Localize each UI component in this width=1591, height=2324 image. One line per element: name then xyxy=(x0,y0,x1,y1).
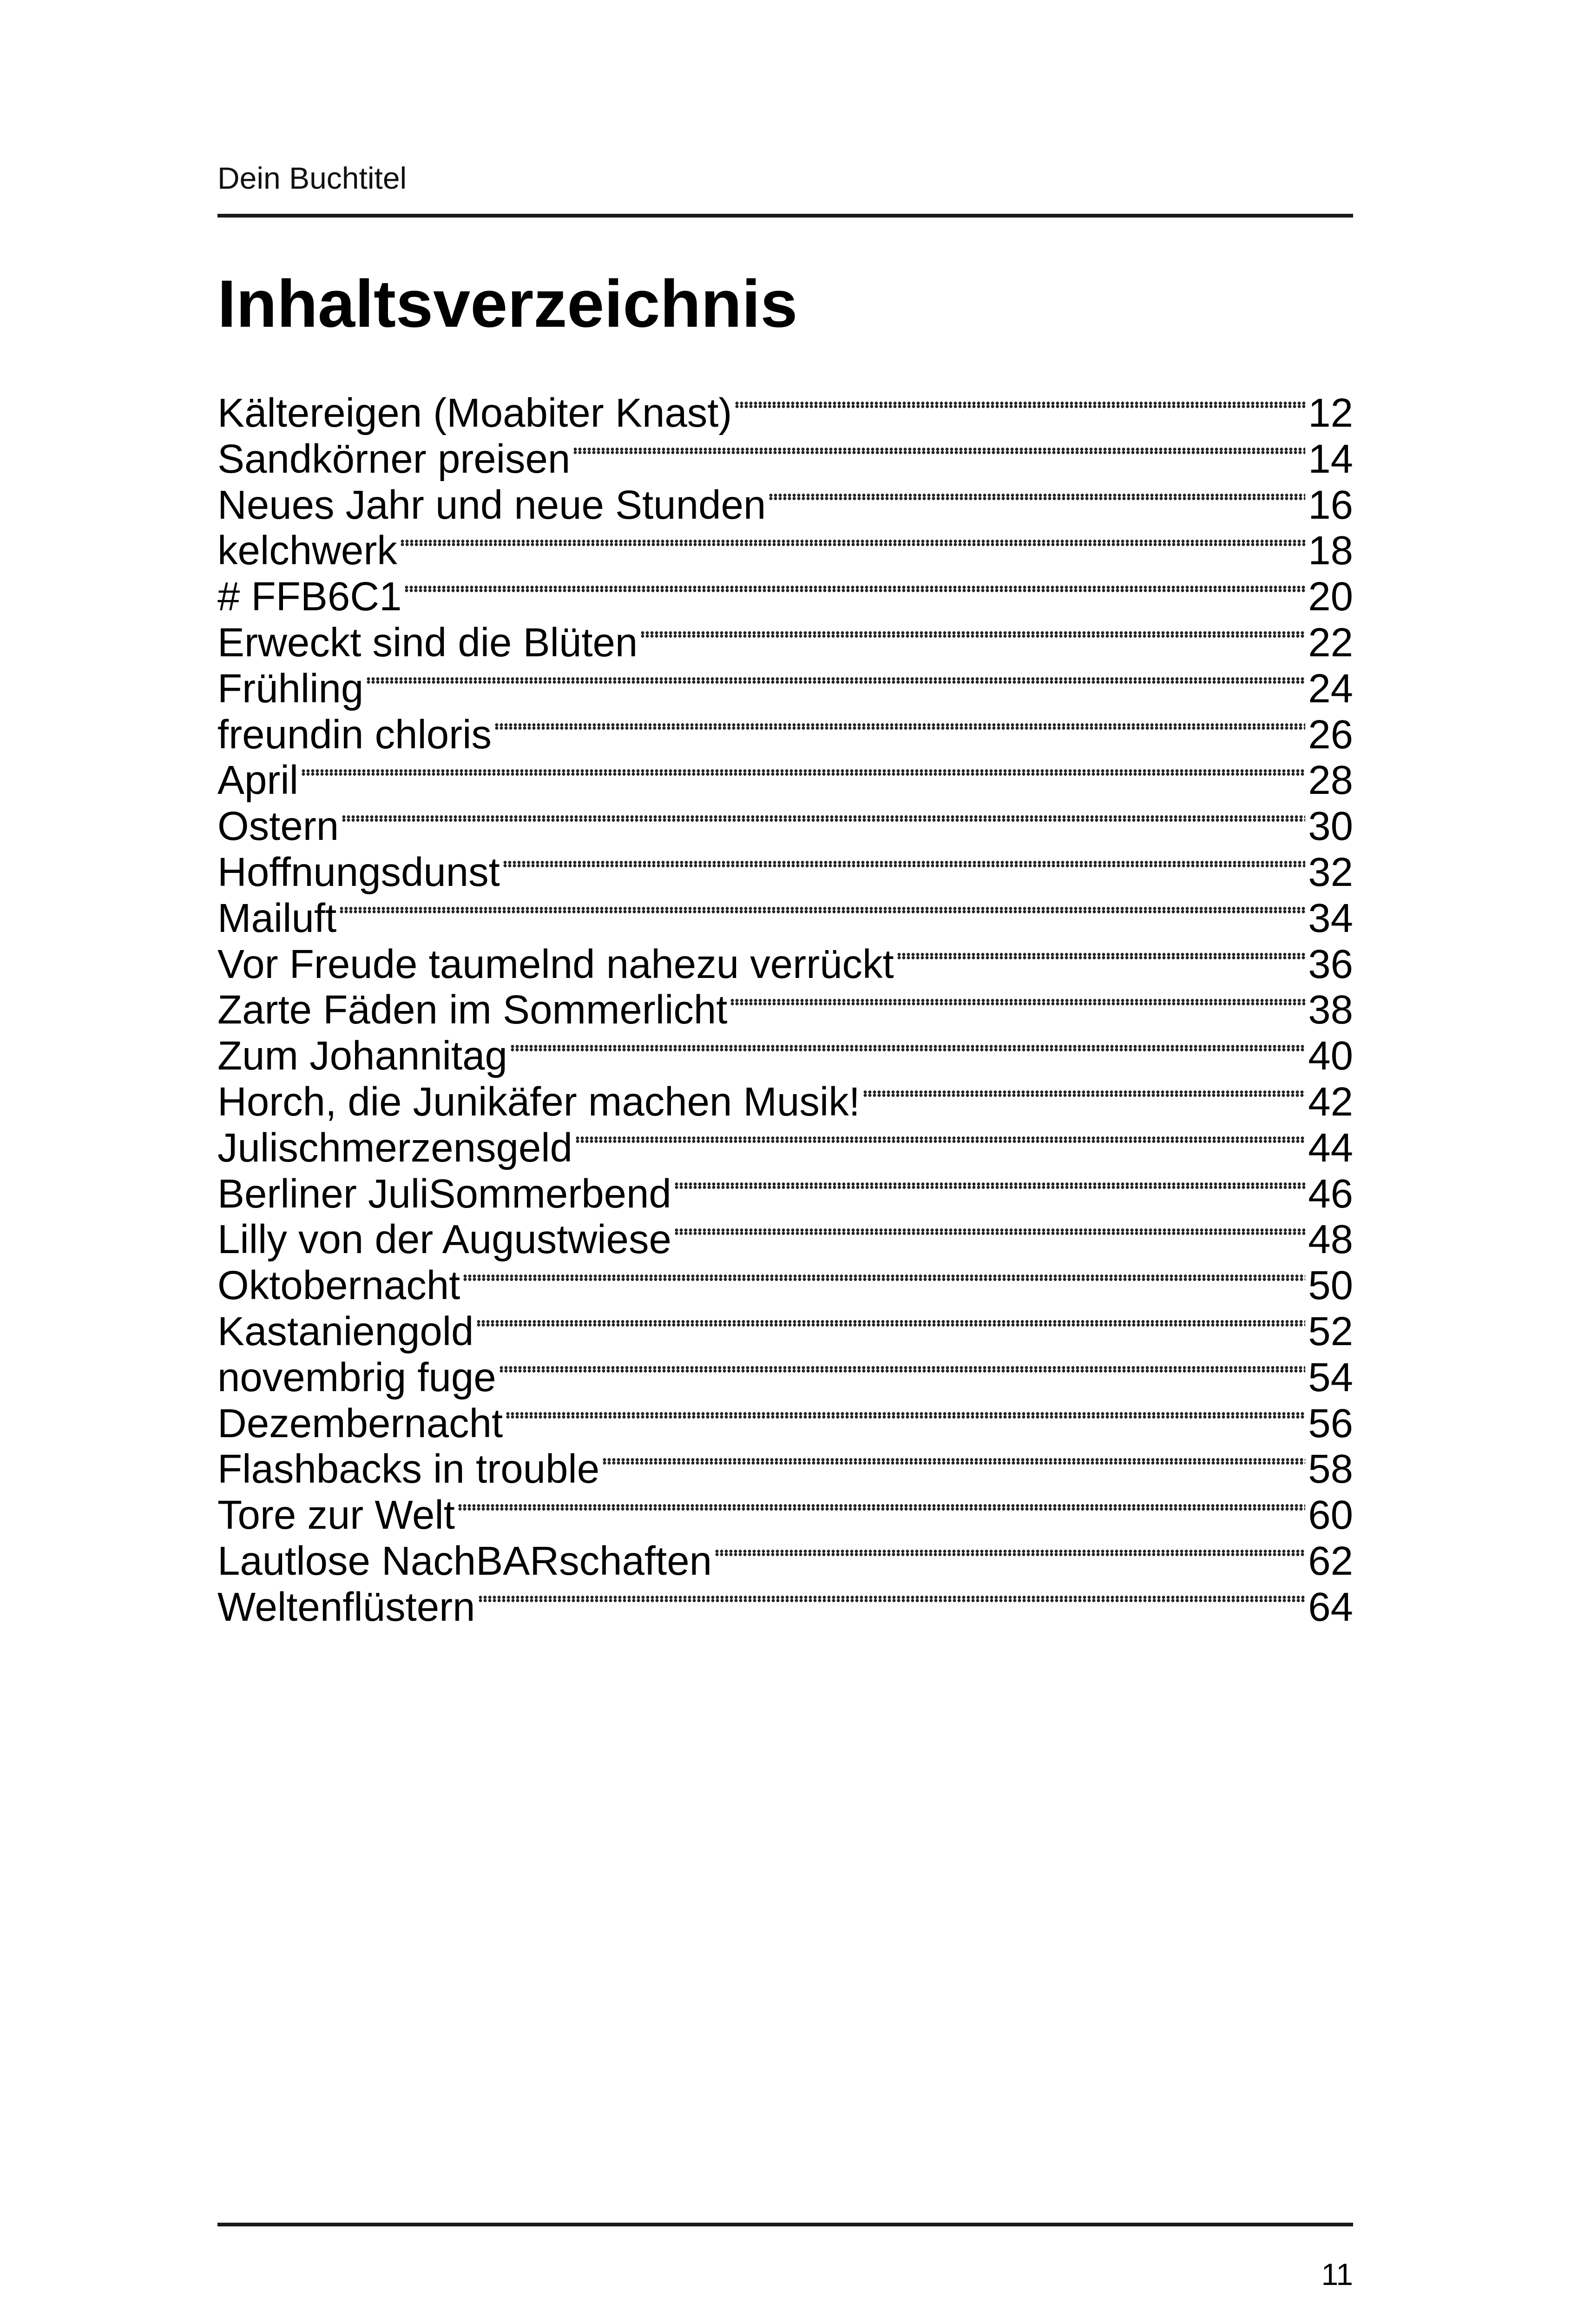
toc-entry-page: 26 xyxy=(1308,712,1353,757)
toc-entry-title: Vor Freude taumelnd nahezu verrückt xyxy=(217,941,894,987)
toc-entry xyxy=(217,1585,1353,1631)
toc-entry xyxy=(217,1538,1353,1585)
dot-leader xyxy=(602,1458,1305,1465)
dot-leader xyxy=(478,1596,1306,1602)
toc-entry xyxy=(217,436,1353,482)
toc-entry-page: 24 xyxy=(1308,666,1353,711)
toc-entry-page: 40 xyxy=(1308,1033,1353,1079)
toc-entry xyxy=(217,804,1353,850)
toc-entry-page: 36 xyxy=(1308,941,1353,987)
toc-entry xyxy=(217,987,1353,1033)
toc-entry-title: Horch, die Junikäfer machen Musik! xyxy=(217,1079,860,1124)
toc-entry-title: Zarte Fäden im Sommerlicht xyxy=(217,987,728,1033)
toc-entry-title: Mailuft xyxy=(217,895,337,941)
dot-leader xyxy=(499,1366,1306,1373)
dot-leader xyxy=(735,402,1305,408)
dot-leader xyxy=(897,953,1306,959)
toc-entry-title: freundin chloris xyxy=(217,712,492,757)
toc-entry-title: Zum Johannitag xyxy=(217,1033,507,1079)
toc-entry xyxy=(217,574,1353,620)
dot-leader xyxy=(458,1504,1305,1511)
toc-entry-page: 54 xyxy=(1308,1354,1353,1400)
toc-entry-title: Erweckt sind die Blüten xyxy=(217,620,638,665)
toc-entry-page: 60 xyxy=(1308,1492,1353,1538)
toc-entry xyxy=(217,1355,1353,1401)
dot-leader xyxy=(400,540,1305,546)
dot-leader xyxy=(404,586,1305,592)
toc-entry xyxy=(217,1446,1353,1492)
page-header xyxy=(217,163,1353,193)
toc-entry-title: Berliner JuliSommerbend xyxy=(217,1171,671,1216)
dot-leader xyxy=(573,448,1305,454)
toc-entry-page: 30 xyxy=(1308,804,1353,849)
toc-list xyxy=(217,390,1353,1631)
toc-entry-title: Kastaniengold xyxy=(217,1308,474,1354)
dot-leader xyxy=(674,1228,1305,1235)
page-number: 11 xyxy=(1321,2257,1353,2291)
dot-leader xyxy=(769,494,1305,500)
dot-leader xyxy=(730,999,1305,1005)
dot-leader xyxy=(301,769,1305,776)
toc-entry-page: 64 xyxy=(1308,1584,1353,1630)
toc-entry-title: Flashbacks in trouble xyxy=(217,1446,600,1492)
toc-entry-title: Oktobernacht xyxy=(217,1263,460,1308)
toc-entry-page: 48 xyxy=(1308,1217,1353,1262)
toc-entry xyxy=(217,482,1353,528)
toc-entry-page: 52 xyxy=(1308,1308,1353,1354)
dot-leader xyxy=(863,1090,1305,1097)
dot-leader xyxy=(503,861,1305,867)
toc-entry xyxy=(217,1033,1353,1079)
toc-entry xyxy=(217,1401,1353,1447)
dot-leader xyxy=(476,1320,1305,1327)
dot-leader xyxy=(366,677,1305,684)
toc-entry-page: 50 xyxy=(1308,1263,1353,1308)
toc-entry-page: 16 xyxy=(1308,482,1353,528)
dot-leader xyxy=(640,631,1305,638)
toc-entry-page: 34 xyxy=(1308,895,1353,941)
header-rule xyxy=(217,214,1353,218)
toc-entry-title: April xyxy=(217,758,299,803)
toc-entry xyxy=(217,712,1353,758)
toc-entry-title: Frühling xyxy=(217,666,364,711)
toc-entry xyxy=(217,666,1353,712)
toc-entry xyxy=(217,1309,1353,1355)
dot-leader xyxy=(339,907,1305,913)
toc-entry-page: 32 xyxy=(1308,849,1353,895)
toc-entry-page: 44 xyxy=(1308,1125,1353,1170)
toc-entry xyxy=(217,1492,1353,1538)
toc-entry-title: # FFB6C1 xyxy=(217,574,402,620)
toc-entry-page: 46 xyxy=(1308,1171,1353,1216)
toc-entry-title: Sandkörner preisen xyxy=(217,436,571,482)
toc-entry-title: Julischmerzensgeld xyxy=(217,1125,573,1170)
dot-leader xyxy=(494,723,1305,730)
dot-leader xyxy=(463,1274,1305,1281)
toc-entry-title: Lautlose NachBARschaften xyxy=(217,1538,712,1584)
toc-entry xyxy=(217,528,1353,574)
toc-entry-page: 18 xyxy=(1308,528,1353,574)
toc-entry-title: novembrig fuge xyxy=(217,1354,496,1400)
dot-leader xyxy=(575,1136,1305,1143)
toc-entry-page: 56 xyxy=(1308,1400,1353,1446)
toc-entry-page: 38 xyxy=(1308,987,1353,1033)
dot-leader xyxy=(342,815,1305,822)
toc-title: Inhaltsverzeichnis xyxy=(217,266,798,341)
toc-entry xyxy=(217,942,1353,988)
toc-entry-title: Neues Jahr und neue Stunden xyxy=(217,482,766,528)
toc-entry xyxy=(217,390,1353,436)
toc-entry xyxy=(217,850,1353,896)
toc-entry xyxy=(217,896,1353,942)
toc-entry xyxy=(217,1217,1353,1263)
toc-entry xyxy=(217,1263,1353,1309)
toc-entry-title: Hoffnungsdunst xyxy=(217,849,500,895)
toc-entry xyxy=(217,1171,1353,1217)
dot-leader xyxy=(506,1412,1305,1419)
toc-entry-page: 58 xyxy=(1308,1446,1353,1492)
running-head: Dein Buchtitel xyxy=(217,161,407,195)
toc-entry-page: 28 xyxy=(1308,758,1353,803)
toc-entry-page: 62 xyxy=(1308,1538,1353,1584)
toc-entry-title: Kältereigen (Moabiter Knast) xyxy=(217,390,732,436)
toc-entry xyxy=(217,1079,1353,1125)
dot-leader xyxy=(715,1550,1305,1556)
toc-entry-title: kelchwerk xyxy=(217,528,397,574)
toc-entry-title: Ostern xyxy=(217,804,339,849)
toc-entry-title: Weltenflüstern xyxy=(217,1584,475,1630)
toc-entry-title: Tore zur Welt xyxy=(217,1492,455,1538)
dot-leader xyxy=(510,1045,1305,1051)
toc-entry-page: 22 xyxy=(1308,620,1353,665)
dot-leader xyxy=(674,1182,1305,1189)
toc-entry-page: 20 xyxy=(1308,574,1353,620)
toc-entry xyxy=(217,758,1353,804)
toc-entry-page: 42 xyxy=(1308,1079,1353,1124)
footer-rule xyxy=(217,2223,1353,2226)
toc-entry xyxy=(217,1125,1353,1171)
toc-entry-page: 14 xyxy=(1308,436,1353,482)
toc-entry-page: 12 xyxy=(1308,390,1353,436)
toc-entry xyxy=(217,620,1353,666)
toc-entry-title: Dezembernacht xyxy=(217,1400,503,1446)
toc-entry-title: Lilly von der Augustwiese xyxy=(217,1217,671,1262)
